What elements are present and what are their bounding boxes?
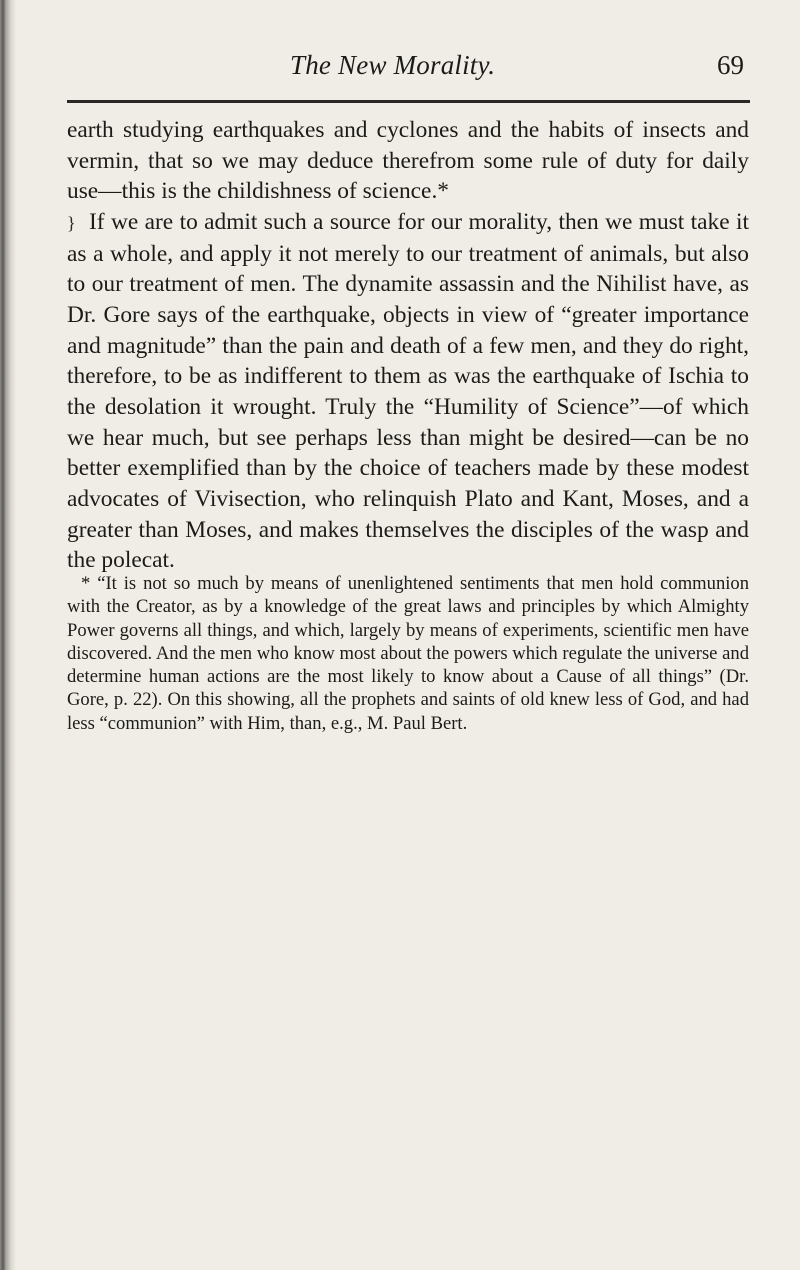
paragraph-2-text: If we are to admit such a source for our morality, then we must take it as a whole, and apply it not merely to our treatment of animals, but also to our treatment of men. The dynamite assassin and the Nihilist have, as Dr. Gore says of the earthquake, objects in view of “greater importance and magnitude” than the pain and death of a few men, and they do right, therefore, to be as indifferent to them as was the earthquake of Ischia to the desolation it wrought. Truly the “Humility of Science”—of which we hear much, but see perhaps less than might be desired—can be no better exemplified than by the choice of teachers made by these modest advocates of Vivisection, who relinquish Plato and Kant, Moses, and a greater than Moses, and makes themselves the disciples of the wasp and the polecat. bbox=[67, 208, 749, 574]
page-gutter-shadow bbox=[0, 0, 16, 1270]
paragraph-1: earth studying earthquakes and cyclones and the habits of insects and vermin, that so we may deduce therefrom some rule of duty for daily use—this is the childishness of science.* bbox=[67, 117, 749, 205]
header-rule bbox=[67, 100, 750, 103]
footnote bbox=[67, 572, 749, 735]
page-header bbox=[0, 50, 800, 86]
paragraph-2 bbox=[67, 207, 749, 576]
footnote-text: * “It is not so much by means of unenlightened sentiments that men hold communion with the Creator, as by a knowledge of the great laws and principles by which Almighty Power governs all things, and which, largely by means of experiments, scientific men have discovered. And the men who know most about the powers which regulate the universe and determine human actions are the most likely to know about a Cause of all things” (Dr. Gore, p. 22). On this showing, all the prophets and saints of old knew less of God, and had less “communion” with Him, than, e.g., M. Paul Bert. bbox=[67, 573, 749, 734]
running-title: The New Morality. bbox=[290, 50, 496, 80]
margin-mark: } bbox=[67, 212, 76, 233]
page-number: 69 bbox=[717, 50, 744, 80]
main-text bbox=[67, 115, 749, 576]
